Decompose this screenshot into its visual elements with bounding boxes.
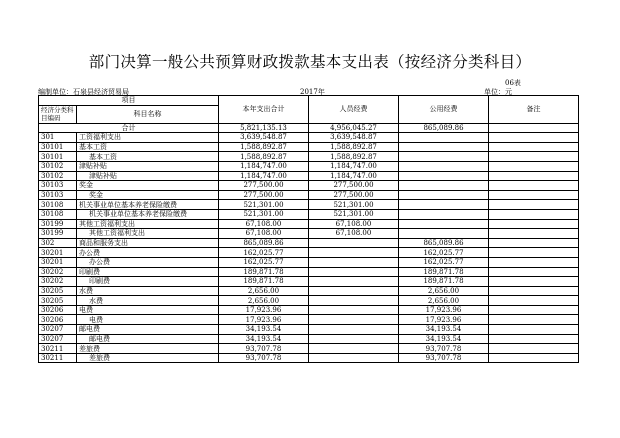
row-name: 津贴补贴 [77, 171, 219, 181]
row-total: 93,707.78 [219, 344, 309, 354]
row-code: 30199 [39, 229, 77, 239]
row-public [399, 171, 489, 181]
row-total: 34,193.54 [219, 325, 309, 335]
row-personnel: 3,639,548.87 [309, 133, 399, 143]
row-remark [489, 286, 579, 296]
row-personnel: 1,588,892.87 [309, 152, 399, 162]
row-remark [489, 248, 579, 258]
row-name: 电费 [77, 305, 219, 315]
row-total: 67,108.00 [219, 229, 309, 239]
table-row [39, 152, 579, 162]
table-row [39, 334, 579, 344]
header-total: 本年支出合计 [219, 96, 309, 124]
table-row [39, 296, 579, 306]
row-public: 2,656.00 [399, 296, 489, 306]
row-public [399, 219, 489, 229]
row-total: 2,656.00 [219, 286, 309, 296]
row-code: 30207 [39, 325, 77, 335]
header-remark: 备注 [489, 96, 579, 124]
row-personnel: 521,301.00 [309, 200, 399, 210]
row-personnel [309, 353, 399, 363]
total-public: 865,089.86 [399, 123, 489, 133]
row-public [399, 209, 489, 219]
row-public: 189,871.78 [399, 277, 489, 287]
row-code: 30101 [39, 152, 77, 162]
table-row [39, 305, 579, 315]
row-code: 30206 [39, 315, 77, 325]
row-personnel: 521,301.00 [309, 209, 399, 219]
table-row [39, 286, 579, 296]
row-remark [489, 344, 579, 354]
currency-unit: 单位：元 [484, 88, 512, 96]
row-personnel [309, 267, 399, 277]
table-row [39, 161, 579, 171]
table-row [39, 344, 579, 354]
row-public: 93,707.78 [399, 344, 489, 354]
row-code: 30201 [39, 257, 77, 267]
row-personnel [309, 277, 399, 287]
row-personnel [309, 325, 399, 335]
total-amount: 5,821,135.13 [219, 123, 309, 133]
table-row [39, 229, 579, 239]
table-row [39, 277, 579, 287]
row-code: 30102 [39, 171, 77, 181]
row-public: 162,025.77 [399, 248, 489, 258]
row-total: 865,089.86 [219, 238, 309, 248]
row-personnel [309, 257, 399, 267]
row-total: 3,639,548.87 [219, 133, 309, 143]
row-code: 30103 [39, 190, 77, 200]
row-public: 189,871.78 [399, 267, 489, 277]
row-remark [489, 190, 579, 200]
table-row [39, 181, 579, 191]
row-remark [489, 142, 579, 152]
table-row [39, 190, 579, 200]
row-total: 1,588,892.87 [219, 142, 309, 152]
row-name: 商品和服务支出 [77, 238, 219, 248]
total-personnel: 4,956,045.27 [309, 123, 399, 133]
row-name: 机关事业单位基本养老保险缴费 [77, 209, 219, 219]
total-remark [489, 123, 579, 133]
row-remark [489, 353, 579, 363]
row-name: 办公费 [77, 257, 219, 267]
row-total: 93,707.78 [219, 353, 309, 363]
row-remark [489, 267, 579, 277]
row-public: 162,025.77 [399, 257, 489, 267]
row-total: 2,656.00 [219, 296, 309, 306]
row-total: 521,301.00 [219, 200, 309, 210]
row-name: 工资福利支出 [77, 133, 219, 143]
table-row [39, 209, 579, 219]
row-name: 其他工资福利支出 [77, 219, 219, 229]
row-personnel [309, 286, 399, 296]
table-row [39, 315, 579, 325]
row-name: 水费 [77, 286, 219, 296]
table-row [39, 267, 579, 277]
row-name: 邮电费 [77, 334, 219, 344]
row-code: 30211 [39, 353, 77, 363]
row-remark [489, 325, 579, 335]
row-name: 办公费 [77, 248, 219, 258]
header-personnel: 人员经费 [309, 96, 399, 124]
row-remark [489, 334, 579, 344]
row-personnel: 277,500.00 [309, 181, 399, 191]
row-code: 30201 [39, 248, 77, 258]
row-code: 30202 [39, 267, 77, 277]
row-remark [489, 219, 579, 229]
row-remark [489, 305, 579, 315]
row-name: 基本工资 [77, 142, 219, 152]
row-total: 521,301.00 [219, 209, 309, 219]
row-total: 189,871.78 [219, 267, 309, 277]
row-total: 162,025.77 [219, 248, 309, 258]
row-name: 邮电费 [77, 325, 219, 335]
row-code: 30108 [39, 209, 77, 219]
row-personnel: 277,500.00 [309, 190, 399, 200]
row-remark [489, 315, 579, 325]
row-name: 差旅费 [77, 353, 219, 363]
row-public: 17,923.96 [399, 305, 489, 315]
row-remark [489, 257, 579, 267]
table-row [39, 171, 579, 181]
header-code: 经济分类科目编码 [39, 105, 77, 123]
row-name: 印刷费 [77, 277, 219, 287]
row-public [399, 133, 489, 143]
row-name: 奖金 [77, 190, 219, 200]
table-row [39, 219, 579, 229]
table-row [39, 353, 579, 363]
row-total: 1,588,892.87 [219, 152, 309, 162]
row-name: 津贴补贴 [77, 161, 219, 171]
row-total: 1,184,747.00 [219, 171, 309, 181]
total-row [39, 123, 579, 133]
row-remark [489, 161, 579, 171]
row-remark [489, 152, 579, 162]
row-total: 1,184,747.00 [219, 161, 309, 171]
row-personnel [309, 334, 399, 344]
row-code: 30103 [39, 181, 77, 191]
form-number: 06表 [505, 79, 521, 87]
table-row [39, 133, 579, 143]
row-personnel: 1,588,892.87 [309, 142, 399, 152]
row-remark [489, 133, 579, 143]
page-title: 部门决算一般公共预算财政拨款基本支出表（按经济分类科目） [88, 53, 532, 71]
row-name: 电费 [77, 315, 219, 325]
row-name: 其他工资福利支出 [77, 229, 219, 239]
row-public [399, 190, 489, 200]
row-name: 差旅费 [77, 344, 219, 354]
table-row [39, 200, 579, 210]
row-name: 基本工资 [77, 152, 219, 162]
table-row [39, 325, 579, 335]
row-code: 30205 [39, 296, 77, 306]
row-code: 301 [39, 133, 77, 143]
row-name: 水费 [77, 296, 219, 306]
row-personnel [309, 305, 399, 315]
row-total: 17,923.96 [219, 315, 309, 325]
row-personnel [309, 248, 399, 258]
row-total: 189,871.78 [219, 277, 309, 287]
row-code: 302 [39, 238, 77, 248]
reporting-unit: 编制单位：石泉县经济贸易局 [38, 88, 129, 96]
row-public: 34,193.54 [399, 334, 489, 344]
row-code: 30101 [39, 142, 77, 152]
row-personnel: 67,108.00 [309, 219, 399, 229]
row-code: 30211 [39, 344, 77, 354]
row-code: 30199 [39, 219, 77, 229]
row-personnel [309, 238, 399, 248]
row-public: 17,923.96 [399, 315, 489, 325]
row-name: 印刷费 [77, 267, 219, 277]
row-code: 30206 [39, 305, 77, 315]
row-public [399, 161, 489, 171]
row-total: 67,108.00 [219, 219, 309, 229]
row-remark [489, 296, 579, 306]
row-public: 34,193.54 [399, 325, 489, 335]
row-personnel: 67,108.00 [309, 229, 399, 239]
row-total: 34,193.54 [219, 334, 309, 344]
row-remark [489, 181, 579, 191]
row-remark [489, 229, 579, 239]
row-personnel [309, 315, 399, 325]
row-personnel [309, 344, 399, 354]
report-year: 2017年 [300, 88, 325, 96]
row-remark [489, 209, 579, 219]
row-public [399, 200, 489, 210]
table-row [39, 238, 579, 248]
row-personnel: 1,184,747.00 [309, 161, 399, 171]
row-public [399, 142, 489, 152]
row-total: 277,500.00 [219, 181, 309, 191]
row-remark [489, 200, 579, 210]
header-name: 科目名称 [77, 105, 219, 123]
table-row [39, 248, 579, 258]
row-total: 162,025.77 [219, 257, 309, 267]
expenditure-table [38, 95, 579, 363]
header-row-project [39, 96, 579, 106]
row-remark [489, 171, 579, 181]
row-personnel [309, 296, 399, 306]
row-total: 277,500.00 [219, 190, 309, 200]
row-code: 30102 [39, 161, 77, 171]
row-code: 30202 [39, 277, 77, 287]
row-personnel: 1,184,747.00 [309, 171, 399, 181]
row-code: 30108 [39, 200, 77, 210]
row-public: 2,656.00 [399, 286, 489, 296]
table-row [39, 257, 579, 267]
row-name: 机关事业单位基本养老保险缴费 [77, 200, 219, 210]
total-label: 合计 [39, 123, 219, 133]
row-code: 30205 [39, 286, 77, 296]
row-name: 奖金 [77, 181, 219, 191]
table-row [39, 142, 579, 152]
row-total: 17,923.96 [219, 305, 309, 315]
row-remark [489, 277, 579, 287]
row-public: 93,707.78 [399, 353, 489, 363]
row-remark [489, 238, 579, 248]
row-public: 865,089.86 [399, 238, 489, 248]
row-public [399, 181, 489, 191]
row-public [399, 152, 489, 162]
header-project: 项目 [39, 96, 219, 106]
row-code: 30207 [39, 334, 77, 344]
row-public [399, 229, 489, 239]
header-public: 公用经费 [399, 96, 489, 124]
